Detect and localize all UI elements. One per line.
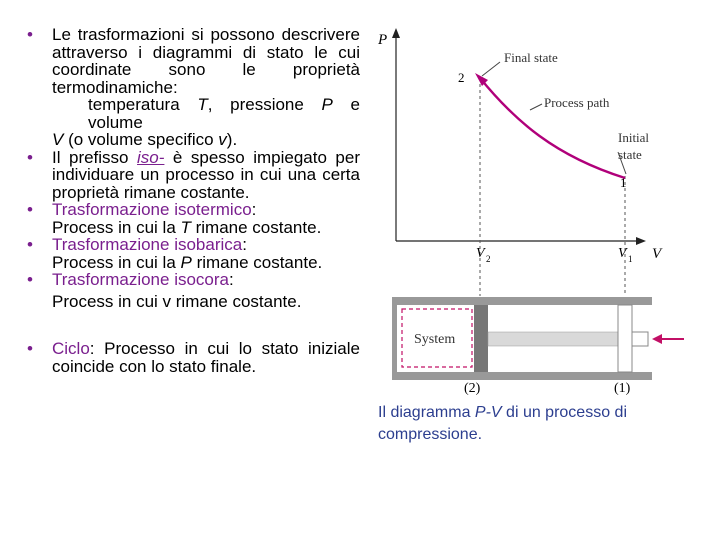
term-isobarica: Trasformazione isobarica [52, 235, 243, 254]
bullet-4: • Trasformazione isobarica: Process in cui la P rimane costante. [27, 235, 323, 272]
cylinder-end-wall [392, 297, 397, 380]
piston-position-2 [474, 305, 488, 372]
bullet-dot: • [27, 270, 33, 289]
state-1-label: 1 [620, 175, 627, 190]
axis-v-label: V [652, 246, 662, 262]
v1-subscript: 1 [628, 254, 633, 264]
term-isocora: Trasformazione isocora [52, 270, 229, 289]
initial-state-label-1: Initial [618, 130, 650, 145]
final-state-leader [482, 62, 500, 76]
bullet-6: • Ciclo: Processo in cui lo stato iniziale coincide con lo stato finale. [27, 339, 360, 376]
iso-prefix: iso- [137, 147, 165, 167]
figure-caption: Il diagramma P-V di un processo di compressione. [378, 404, 627, 443]
final-state-label: Final state [504, 50, 558, 65]
piston-position-1-outline [618, 305, 632, 372]
piston-rod [488, 332, 618, 346]
process-path-label: Process path [544, 95, 610, 110]
p-axis-arrow [392, 28, 400, 38]
v1-label: V [618, 246, 627, 261]
bullet-dot: • [27, 147, 33, 167]
rod-end-outline [632, 332, 648, 346]
cylinder-top-wall [396, 297, 652, 305]
axis-p-label: P [378, 32, 388, 48]
process-path-leader [530, 104, 542, 110]
bullet-dot: • [27, 200, 33, 219]
position-2-label: (2) [464, 381, 481, 396]
bullet-dot: • [27, 339, 33, 358]
v2-subscript: 2 [486, 254, 491, 264]
v2-label: V [476, 246, 485, 261]
system-label: System [414, 332, 456, 347]
process-path-curve [480, 78, 625, 178]
initial-state-label-2: state [618, 147, 642, 162]
bullet-dot: • [27, 25, 33, 44]
properties-line: temperatura T, pressione P e volume [88, 95, 360, 132]
pv-diagram [370, 26, 700, 398]
force-arrow-head [652, 334, 662, 344]
bullet-1: • Le trasformazioni si possono descrivere attraverso i diagrammi di stato le cui coordinate sono le proprietà termodinamiche: temperatura T, pressione P e volumeV (o volume specifico v). [27, 25, 360, 149]
bullet-2: • Il prefisso iso- è spesso impiegato per individuare un processo in cui una certa proprietà rimane costante. [27, 147, 360, 202]
bullet-dot: • [27, 235, 33, 254]
bullet-list [24, 26, 360, 375]
term-ciclo: Ciclo [52, 339, 90, 358]
term-isotermico: Trasformazione isotermico [52, 200, 252, 219]
state-2-label: 2 [458, 70, 465, 85]
bullet-5: • Trasformazione isocora: Process in cui v rimane costante. [27, 270, 302, 311]
cylinder-bottom-wall [396, 372, 652, 380]
bullet-3: • Trasformazione isotermico: Process in cui la T rimane costante. [27, 200, 322, 237]
position-1-label: (1) [614, 381, 631, 396]
v-axis-arrow [636, 237, 646, 245]
